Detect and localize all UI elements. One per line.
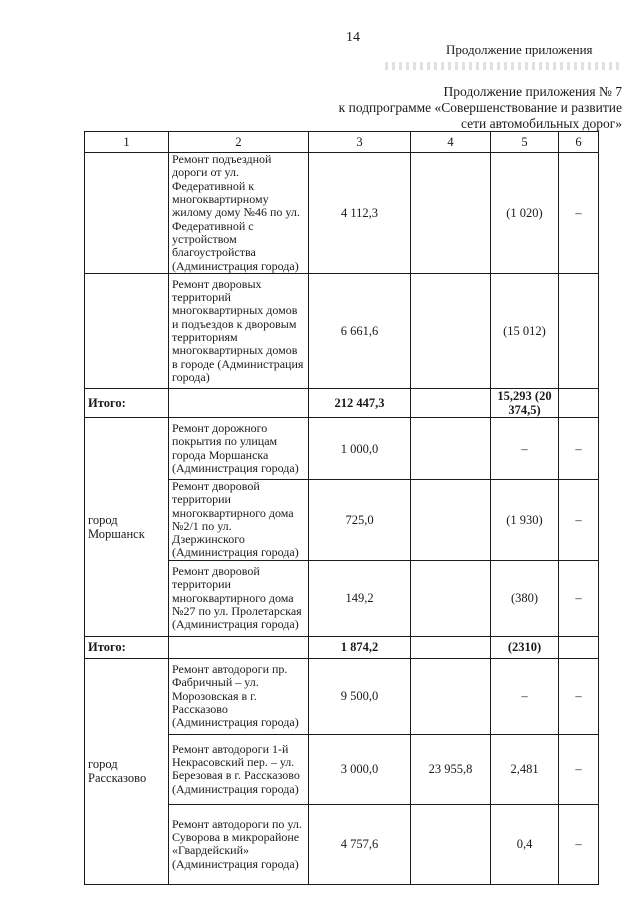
roads-table xyxy=(84,131,599,885)
col-header: 3 xyxy=(309,132,411,153)
total-amount: 1 874,2 xyxy=(309,636,411,658)
column-number-row xyxy=(85,132,599,153)
work-description: Ремонт дворовой территории многоквартирного дома №27 по ул. Пролетарская (Администрация города) xyxy=(169,560,309,636)
empty-cell xyxy=(559,636,599,658)
municipality-cell: город Рассказово xyxy=(85,658,169,884)
col6-cell: – xyxy=(559,734,599,804)
total-label: Итого: xyxy=(85,636,169,658)
amount-cell: 6 661,6 xyxy=(309,274,411,389)
total-col5: (2310) xyxy=(491,636,559,658)
amount-cell: 725,0 xyxy=(309,480,411,561)
total-amount: 212 447,3 xyxy=(309,389,411,418)
amount-cell: 4 757,6 xyxy=(309,804,411,884)
col4-cell xyxy=(411,274,491,389)
municipality-cell: город Моршанск xyxy=(85,418,169,637)
col5-cell: – xyxy=(491,658,559,734)
col6-cell: – xyxy=(559,418,599,480)
amount-cell: 1 000,0 xyxy=(309,418,411,480)
col-header: 1 xyxy=(85,132,169,153)
col4-cell xyxy=(411,480,491,561)
col6-cell xyxy=(559,274,599,389)
col6-cell: – xyxy=(559,153,599,274)
empty-cell xyxy=(411,636,491,658)
work-description: Ремонт автодороги по ул. Суворова в микрорайоне «Гвардейский» (Администрация города) xyxy=(169,804,309,884)
col-header: 5 xyxy=(491,132,559,153)
col6-cell: – xyxy=(559,658,599,734)
empty-cell xyxy=(559,389,599,418)
municipality-cell xyxy=(85,153,169,274)
col4-cell xyxy=(411,153,491,274)
col5-cell: – xyxy=(491,418,559,480)
header-line-3: сети автомобильных дорог» xyxy=(461,116,622,131)
total-row xyxy=(85,636,599,658)
col6-cell: – xyxy=(559,480,599,561)
header-line-2: к подпрограмме «Совершенствование и развитие xyxy=(338,100,622,115)
total-col5: 15,293 (20 374,5) xyxy=(491,389,559,418)
work-description: Ремонт дворовых территорий многоквартирных домов и подъездов к дворовым территориям многоквартирных домов в городе (Администрация города) xyxy=(169,274,309,389)
table-row xyxy=(85,418,599,480)
scan-smudge xyxy=(385,62,620,70)
col6-cell: – xyxy=(559,560,599,636)
col-header: 4 xyxy=(411,132,491,153)
page-number: 14 xyxy=(346,30,360,45)
col5-cell: (15 012) xyxy=(491,274,559,389)
col5-cell: (1 930) xyxy=(491,480,559,561)
col4-cell xyxy=(411,418,491,480)
header-line-1: Продолжение приложения № 7 xyxy=(443,84,622,99)
col4-cell xyxy=(411,560,491,636)
continuation-note: Продолжение приложения xyxy=(446,42,593,57)
empty-cell xyxy=(169,636,309,658)
work-description: Ремонт подъездной дороги от ул. Федеративной к многоквартирному жилому дому №46 по ул. Федеративной с устройством благоустройства (Администрация города) xyxy=(169,153,309,274)
empty-cell xyxy=(411,389,491,418)
amount-cell: 3 000,0 xyxy=(309,734,411,804)
table-row xyxy=(85,153,599,274)
total-label: Итого: xyxy=(85,389,169,418)
table-row xyxy=(85,658,599,734)
col5-cell: (1 020) xyxy=(491,153,559,274)
col6-cell: – xyxy=(559,804,599,884)
col4-cell xyxy=(411,658,491,734)
amount-cell: 9 500,0 xyxy=(309,658,411,734)
municipality-cell xyxy=(85,274,169,389)
col5-cell: 0,4 xyxy=(491,804,559,884)
work-description: Ремонт дорожного покрытия по улицам города Моршанска (Администрация города) xyxy=(169,418,309,480)
appendix-header xyxy=(339,84,622,132)
work-description: Ремонт автодороги пр. Фабричный – ул. Морозовская в г. Рассказово (Администрация города) xyxy=(169,658,309,734)
col4-cell xyxy=(411,804,491,884)
col-header: 6 xyxy=(559,132,599,153)
table-row xyxy=(85,274,599,389)
col4-cell: 23 955,8 xyxy=(411,734,491,804)
col-header: 2 xyxy=(169,132,309,153)
col5-cell: 2,481 xyxy=(491,734,559,804)
col5-cell: (380) xyxy=(491,560,559,636)
empty-cell xyxy=(169,389,309,418)
work-description: Ремонт автодороги 1-й Некрасовский пер. – ул. Березовая в г. Рассказово (Администрация города) xyxy=(169,734,309,804)
work-description: Ремонт дворовой территории многоквартирного дома №2/1 по ул. Дзержинского (Администрация города) xyxy=(169,480,309,561)
amount-cell: 4 112,3 xyxy=(309,153,411,274)
amount-cell: 149,2 xyxy=(309,560,411,636)
total-row xyxy=(85,389,599,418)
